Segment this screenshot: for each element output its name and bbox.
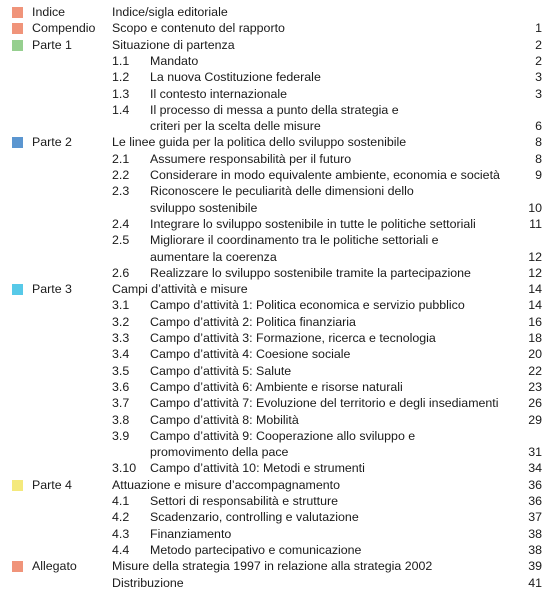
entry-title: promovimento della pace [150, 445, 289, 460]
toc-entry-row [0, 526, 555, 542]
entry-title: criteri per la scelta delle misure [150, 119, 321, 134]
page-number: 22 [528, 363, 542, 378]
entry-number: 3.7 [112, 396, 130, 411]
toc-entry-row [0, 509, 555, 525]
toc-entry-row [0, 183, 555, 199]
entry-number: 1.4 [112, 102, 130, 117]
toc-section-row [0, 20, 555, 36]
page-number: 2 [535, 53, 542, 68]
entry-title: Campo d’attività 8: Mobilità [150, 412, 299, 427]
toc-entry-row [0, 86, 555, 102]
entry-title: Le linee guida per la politica dello sviluppo sostenibile [112, 135, 407, 150]
entry-title: La nuova Costituzione federale [150, 70, 321, 85]
toc-entry-row [0, 395, 555, 411]
page-number: 23 [528, 379, 542, 394]
section-color-marker [12, 7, 23, 18]
toc-entry-row [0, 249, 555, 265]
entry-title: Campo d’attività 4: Coesione sociale [150, 347, 351, 362]
section-label: Indice [32, 5, 66, 19]
page-number: 2 [535, 37, 542, 52]
entry-number: 4.3 [112, 526, 130, 541]
page-number: 8 [535, 135, 542, 150]
section-color-marker [12, 480, 23, 491]
toc-entry-row [0, 265, 555, 281]
toc-section-row [0, 4, 555, 20]
entry-title: Campo d’attività 2: Politica finanziaria [150, 314, 356, 329]
page-number: 9 [535, 168, 542, 182]
entry-title: Campi d’attività e misure [112, 282, 248, 297]
entry-number: 2.4 [112, 216, 130, 231]
page-number: 12 [528, 265, 542, 280]
page-number: 12 [528, 249, 542, 264]
toc-entry-row [0, 412, 555, 428]
entry-title: Scopo e contenuto del rapporto [112, 21, 285, 36]
section-color-marker [12, 23, 23, 34]
entry-number: 3.3 [112, 331, 130, 345]
entry-title: sviluppo sostenibile [150, 200, 258, 215]
toc-entry-row [0, 346, 555, 362]
entry-number: 3.6 [112, 379, 130, 394]
section-color-marker [12, 284, 23, 295]
page-number: 11 [529, 216, 542, 231]
toc-section-row [0, 134, 555, 150]
entry-title: Situazione di partenza [112, 37, 235, 52]
page-number: 1 [535, 21, 542, 36]
entry-number: 2.1 [112, 151, 130, 166]
entry-title: Attuazione e misure d’accompagnamento [112, 477, 340, 492]
entry-title: Riconoscere le peculiarità delle dimensioni dello [150, 184, 414, 199]
entry-number: 3.5 [112, 363, 130, 378]
page-number: 3 [535, 70, 542, 85]
entry-title: Settori di responsabilità e strutture [150, 494, 339, 508]
toc-entry-row [0, 151, 555, 167]
page-number: 37 [528, 510, 542, 525]
section-label: Parte 3 [32, 282, 72, 297]
toc-entry-row [0, 379, 555, 395]
toc-entry-row [0, 69, 555, 85]
entry-title: Scadenzario, controlling e valutazione [150, 510, 359, 525]
entry-number: 2.3 [112, 184, 130, 199]
page-number: 31 [528, 445, 542, 460]
toc-section-row [0, 37, 555, 53]
entry-title: Assumere responsabilità per il futuro [150, 151, 352, 166]
toc-entry-row [0, 53, 555, 69]
section-label: Parte 4 [32, 477, 72, 492]
entry-number: 4.4 [112, 542, 130, 557]
entry-title: Mandato [150, 53, 199, 68]
entry-number: 3.9 [112, 428, 130, 443]
entry-number: 1.1 [112, 53, 130, 68]
entry-title: Finanziamento [150, 526, 232, 541]
entry-title: Campo d’attività 6: Ambiente e risorse naturali [150, 379, 403, 394]
toc-entry-row [0, 216, 555, 232]
page-number: 34 [528, 461, 542, 476]
toc-entry-row [0, 428, 555, 444]
section-color-marker [12, 40, 23, 51]
entry-title: Il processo di messa a punto della strategia e [150, 102, 399, 117]
entry-title: Metodo partecipativo e comunicazione [150, 542, 362, 557]
entry-title: Integrare lo sviluppo sostenibile in tutte le politiche settoriali [150, 216, 476, 231]
page-number: 3 [535, 86, 542, 101]
entry-title: Campo d’attività 7: Evoluzione del territorio e degli insediamenti [150, 396, 499, 411]
page-number: 36 [528, 477, 542, 492]
entry-number: 3.10 [112, 461, 137, 476]
entry-number: 1.3 [112, 86, 130, 101]
entry-number: 3.4 [112, 347, 130, 362]
entry-number: 2.6 [112, 265, 130, 280]
toc-entry-row [0, 102, 555, 118]
section-label: Parte 2 [32, 135, 72, 150]
toc-entry-row [0, 297, 555, 313]
page-number: 38 [528, 542, 542, 557]
section-label: Allegato [32, 559, 77, 574]
toc-entry-row [0, 363, 555, 379]
toc-entry-row [0, 232, 555, 248]
toc-entry-row [0, 314, 555, 330]
entry-title: Campo d’attività 3: Formazione, ricerca e tecnologia [150, 331, 436, 345]
entry-title: Indice/sigla editoriale [112, 5, 228, 19]
toc-section-row [0, 281, 555, 297]
toc-entry-row [0, 444, 555, 460]
toc-entry-row [0, 118, 555, 134]
entry-number: 3.8 [112, 412, 130, 427]
page-number: 8 [535, 151, 542, 166]
entry-number: 2.2 [112, 168, 130, 182]
section-color-marker [12, 561, 23, 572]
entry-number: 4.2 [112, 510, 130, 525]
toc-entry-row [0, 200, 555, 216]
entry-number: 3.2 [112, 314, 130, 329]
toc-section-row [0, 558, 555, 574]
entry-number: 2.5 [112, 233, 130, 248]
section-label: Compendio [32, 21, 96, 36]
section-label: Parte 1 [32, 37, 72, 52]
entry-number: 1.2 [112, 70, 130, 85]
entry-title: Distribuzione [112, 575, 184, 590]
entry-title: Misure della strategia 1997 in relazione alla strategia 2002 [112, 559, 433, 574]
entry-title: Campo d’attività 1: Politica economica e servizio pubblico [150, 298, 465, 313]
page-number: 20 [528, 347, 542, 362]
entry-title: Campo d’attività 10: Metodi e strumenti [150, 461, 365, 476]
toc-entry-row [0, 330, 555, 346]
page-number: 18 [528, 331, 542, 345]
entry-number: 4.1 [112, 494, 130, 508]
page-number: 38 [528, 526, 542, 541]
page-number: 14 [528, 282, 542, 297]
entry-number: 3.1 [112, 298, 130, 313]
entry-title: Realizzare lo sviluppo sostenibile tramite la partecipazione [150, 265, 471, 280]
toc-entry-row [0, 542, 555, 558]
toc-section-row [0, 477, 555, 493]
toc-entry-row [0, 575, 555, 591]
page-number: 6 [535, 119, 542, 134]
entry-title: Campo d’attività 9: Cooperazione allo sviluppo e [150, 428, 416, 443]
page-number: 16 [528, 314, 542, 329]
toc-entry-row [0, 167, 555, 183]
section-color-marker [12, 137, 23, 148]
entry-title: Campo d’attività 5: Salute [150, 363, 292, 378]
entry-title: Considerare in modo equivalente ambiente, economia e società [150, 168, 500, 182]
page-number: 41 [528, 575, 542, 590]
entry-title: aumentare la coerenza [150, 249, 277, 264]
page-number: 26 [528, 396, 542, 411]
entry-title: Il contesto internazionale [150, 86, 288, 101]
entry-title: Migliorare il coordinamento tra le politiche settoriali e [150, 233, 439, 248]
page-number: 39 [528, 559, 542, 574]
page-number: 36 [528, 494, 542, 508]
toc-entry-row [0, 493, 555, 509]
page-number: 29 [528, 412, 542, 427]
page-number: 10 [528, 200, 542, 215]
page-number: 14 [528, 298, 542, 313]
toc-entry-row [0, 460, 555, 476]
